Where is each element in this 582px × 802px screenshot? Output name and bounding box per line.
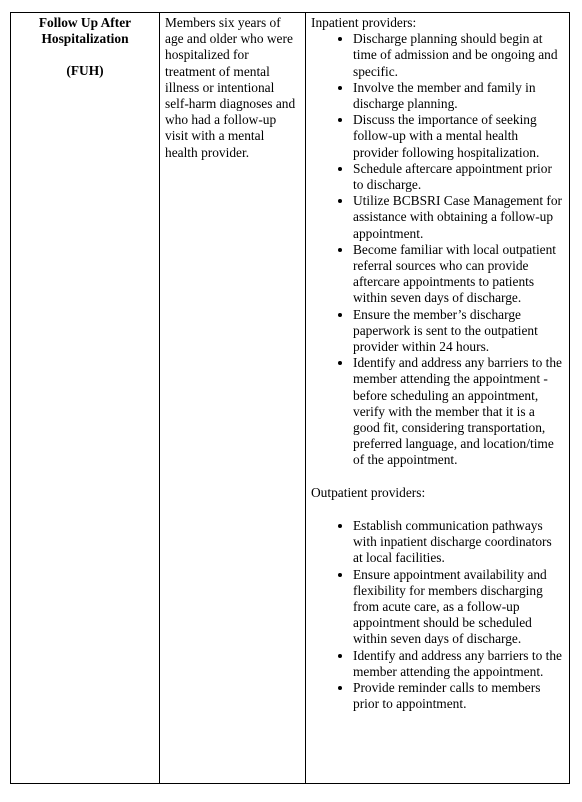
list-item: • Involve the member and family in discharge planning.: [353, 80, 564, 112]
list-item: • Ensure the member’s discharge paperwork is sent to the outpatient provider within 24 hours.: [353, 307, 564, 356]
spacer: [311, 501, 564, 518]
list-item: • Become familiar with local outpatient referral sources who can provide aftercare appointments to patients within seven days of discharge.: [353, 242, 564, 307]
measure-table: [10, 12, 570, 784]
measure-name: Follow Up After Hospitalization: [38, 15, 132, 47]
outpatient-heading: Outpatient providers:: [311, 484, 426, 500]
list-item: • Schedule aftercare appointment prior to discharge.: [353, 161, 564, 193]
list-item: • Provide reminder calls to members prior to appointment.: [353, 680, 564, 712]
inpatient-heading: Inpatient providers:: [311, 15, 417, 30]
measure-abbreviation: (FUH): [66, 63, 104, 79]
list-item: • Ensure appointment availability and flexibility for members discharging from acute care, as a follow-up appointment should be scheduled within seven days of discharge.: [353, 567, 564, 648]
table-row: [11, 13, 570, 784]
list-item: • Establish communication pathways with inpatient discharge coordinators at local facilities.: [353, 518, 564, 567]
provider-actions-cell: [306, 13, 570, 784]
list-item: • Identify and address any barriers to the member attending the appointment.: [353, 648, 564, 680]
list-item: • Discuss the importance of seeking follow-up with a mental health provider following hospitalization.: [353, 112, 564, 161]
measure-description-cell: [160, 13, 306, 784]
spacer: [311, 469, 564, 485]
list-item: • Identify and address any barriers to the member attending the appointment - before scheduling an appointment, verify with the member that it is a good fit, considering transportation, preferred language, and location/time of the appointment.: [353, 355, 564, 468]
list-item: • Utilize BCBSRI Case Management for assistance with obtaining a follow-up appointment.: [353, 193, 564, 242]
outpatient-list: [311, 518, 564, 712]
measure-description: Members six years of age and older who were hospitalized for treatment of mental illness or intentional self-harm diagnoses and who had a follow-up visit with a mental health provider.: [165, 15, 296, 160]
measure-name-cell: [11, 13, 160, 784]
inpatient-list: [311, 31, 564, 468]
list-item: • Discharge planning should begin at time of admission and be ongoing and specific.: [353, 31, 564, 80]
